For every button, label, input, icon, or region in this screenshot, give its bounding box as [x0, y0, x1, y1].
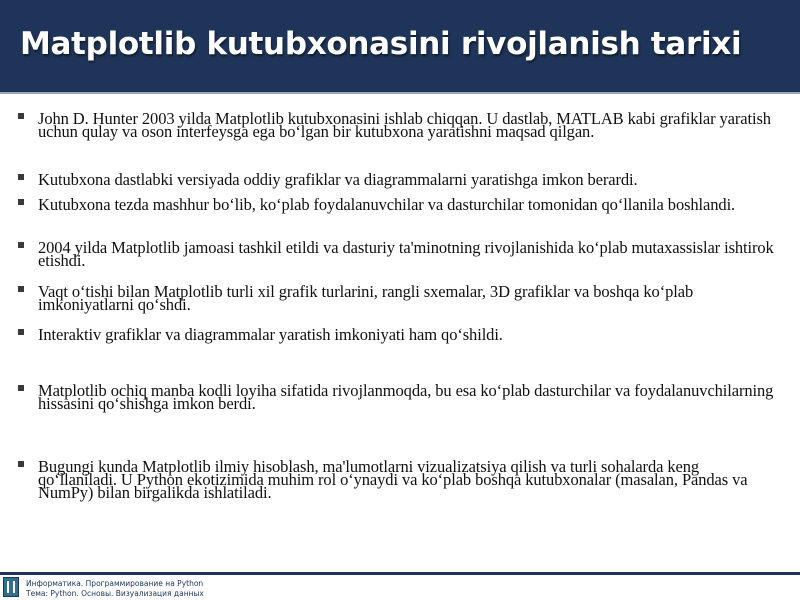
- bullet-text: Bugungi kunda Matplotlib ilmiy hisoblash, ma'lumotlarni vizualizatsiya qilish va turli sohalarda keng qo‘llaniladi. U Python ekotizimida muhim rol o‘ynaydi va ko‘plab boshqa kutubxonalar (masalan, Pandas va NumPy) bilan birgalikda ishlatiladi.: [38, 457, 748, 502]
- footer-divider: [0, 572, 800, 575]
- bullet-text: Vaqt o‘tishi bilan Matplotlib turli xil grafik turlarini, rangli sxemalar, 3D grafiklar va boshqa ko‘plab imkoniyatlarni qo‘shdi.: [38, 282, 694, 314]
- bullet-item: [18, 195, 778, 214]
- bullet-text: Matplotlib ochiq manba kodli loyiha sifatida rivojlanmoqda, bu esa ko‘plab dasturchilar va foydalanuvchilarning hissasini qo‘shishga imkon berdi.: [38, 381, 774, 413]
- bullet-square-icon: [18, 242, 24, 248]
- bullet-item: [18, 381, 778, 413]
- bullet-square-icon: [18, 199, 24, 205]
- bullet-text: Interaktiv grafiklar va diagrammalar yaratish imkoniyati ham qo‘shildi.: [38, 325, 503, 344]
- bullet-square-icon: [18, 113, 24, 119]
- bullet-item: [18, 282, 778, 314]
- bullet-item: [18, 170, 778, 189]
- footer-course-line: Информатика. Программирование на Python: [26, 579, 204, 588]
- bullet-item: [18, 325, 778, 344]
- bullet-item: [18, 238, 778, 270]
- bullet-square-icon: [18, 329, 24, 335]
- bullet-item: [18, 109, 778, 141]
- slide-title: Matplotlib kutubxonasini rivojlanish tarixi: [20, 26, 742, 62]
- bullet-text: 2004 yilda Matplotlib jamoasi tashkil etildi va dasturiy ta'minotning rivojlanishida ko‘plab mutaxassislar ishtirok etishdi.: [38, 238, 774, 270]
- bullet-square-icon: [18, 174, 24, 180]
- bullet-square-icon: [18, 461, 24, 467]
- bullet-square-icon: [18, 286, 24, 292]
- bullet-text: John D. Hunter 2003 yilda Matplotlib kutubxonasini ishlab chiqqan. U dastlab, MATLAB kabi grafiklar yaratish uchun qulay va oson interfeysga ega bo‘lgan bir kutubxona yaratishni maqsad qilgan.: [38, 109, 771, 141]
- header-divider: [0, 92, 800, 94]
- footer-topic-line: Тема: Python. Основы. Визуализация данных: [26, 589, 204, 598]
- footer-logo-icon: [3, 577, 19, 597]
- slide-header: [0, 0, 800, 92]
- bullet-text: Kutubxona tezda mashhur bo‘lib, ko‘plab foydalanuvchilar va dasturchilar tomonidan qo‘llanila boshlandi.: [38, 195, 736, 214]
- bullet-item: [18, 457, 778, 502]
- bullet-square-icon: [18, 385, 24, 391]
- bullet-text: Kutubxona dastlabki versiyada oddiy grafiklar va diagrammalarni yaratishga imkon berardi.: [38, 170, 638, 189]
